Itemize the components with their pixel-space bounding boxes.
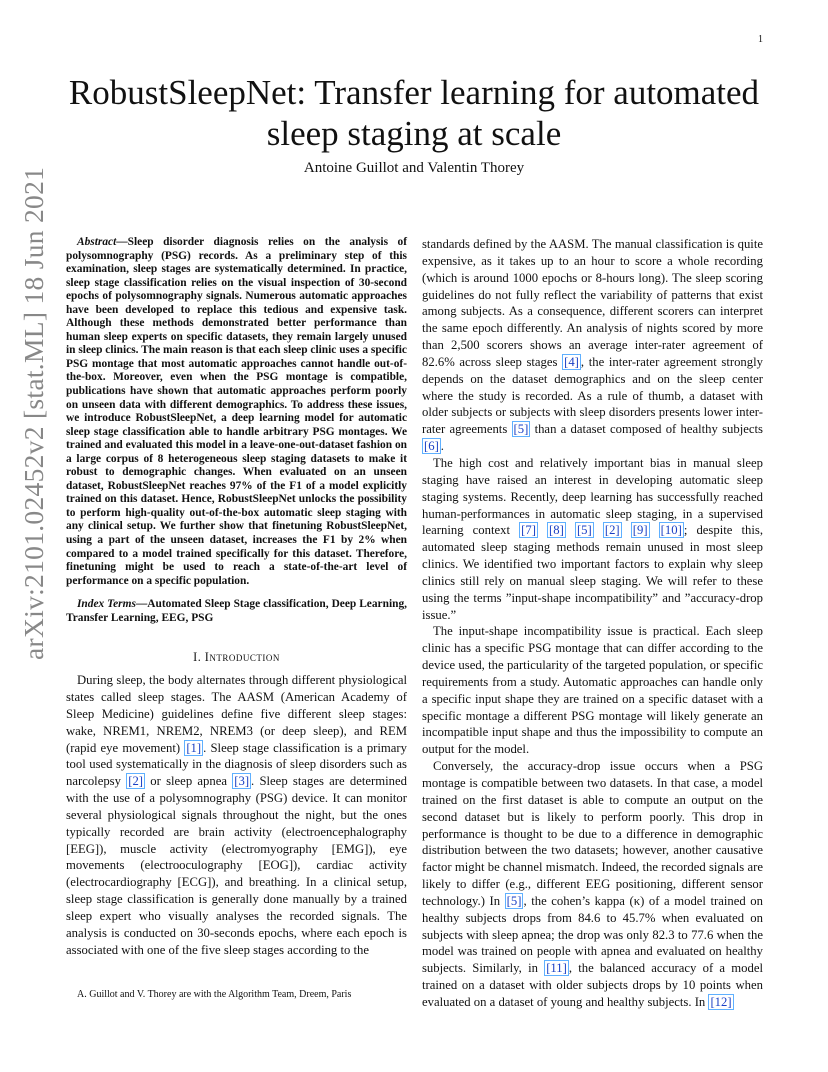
abstract xyxy=(66,236,407,588)
text-run xyxy=(650,523,659,537)
citation-link[interactable]: [12] xyxy=(710,994,732,1009)
abstract-text: —Sleep disorder diagnosis relies on the analysis of polysomnography (PSG) records. As a preliminary step of this examination, sleep stages are systematically determined. In practice, sleep stage classification relies on the visual inspection of 30-second epochs of polysomnography signals. Numerous automatic approaches have been developed to replace this tedious and expensive task. Although these methods demonstrated better performance than human sleep experts on specific datasets, they remain largely unused in sleep clinics. The main reason is that each sleep clinic uses a specific PSG montage that most automatic approaches cannot handle out-of-the-box. Moreover, even when the PSG montage is compatible, publications have shown that automatic approaches perform poorly on unseen data with different demographics. To address these issues, we introduce RobustSleepNet, a deep learning model for automatic sleep stage classification able to handle arbitrary PSG montages. We trained and evaluated this model in a leave-one-out-dataset fashion on a large corpus of 8 heterogeneous sleep staging datasets to make it robust to demographic changes. When evaluated on an unseen dataset, RobustSleepNet reaches 97% of the F1 of a model explicitly trained on this dataset. Hence, RobustSleepNet unlocks the possibility to perform high-quality out-of-the-box automatic sleep staging with any clinical setup. We further show that finetuning RobustSleepNet, using a part of the unseen dataset, increases the F1 by 2% when compared to a model trained specifically for this dataset. Therefore, finetuning might be used to reach a state-of-the-art level of performance on a specific population. xyxy=(66,236,407,587)
text-run: ; despite this, automated sleep staging methods remain unused in most sleep clinics. We identified two important factors to explain why sleep clinics still rely on manual sleep staging. We will refer to these using the terms ”input-shape incompatibility” and ”accuracy-drop issue.” xyxy=(422,523,763,622)
text-run: Conversely, the accuracy-drop issue occurs when a PSG montage is compatible between two datasets. In that case, a model trained on the first dataset is able to compute an output on the second dataset but is likely to perform poorly. This drop in performance is thought to be due to a difference in demographic distribution between the two datasets; however, another causative factor might be channel mismatch. Indeed, the recorded signals are likely to differ (e.g., different EEG positioning, different sensor technology.) In xyxy=(422,759,763,908)
citation-link[interactable]: [9] xyxy=(632,523,648,538)
text-run: , the inter-rater agreement strongly depends on the dataset demographics and on the sleep center where the study is recorded. As a rule of thumb, a dataset with older subjects or subjects with sleep disorders presents lower inter-rater agreements xyxy=(422,354,763,437)
section-heading xyxy=(66,649,407,666)
text-run: . Sleep stage classification is a primary tool used systematically in the diagnosis of sleep disorders such as narcolepsy xyxy=(66,740,407,789)
citation-link[interactable]: [2] xyxy=(604,523,620,538)
text-run xyxy=(594,523,603,537)
citation-link[interactable]: [1] xyxy=(186,740,202,755)
text-run: The input-shape incompatibility issue is practical. Each sleep clinic has a specific PSG montage that can differ according to the device used, the particularity of the targeted population, or specific requirements from a study. Automatic approaches can handle only a specific input shape they are trained on a specific dataset with a specific montage a different PSG montage will likely generate an incompatible input shape and thus the impossibility to compute an output for the model. xyxy=(422,624,763,757)
citation-link[interactable]: [5] xyxy=(576,523,592,538)
text-run: . Sleep stages are determined with the use of a polysomnography (PSG) device. It can monitor several physiological signals throughout the night, but the ones typically recorded are brain activity (electroencephalography [EEG]), muscle activity (electromyography [EMG]), eye movements (electrooculography [EOG]), cardiac activity (electrocardiography [ECG]), and breathing. In a clinical setup, sleep stage classification is generally done manually by a trained sleep expert who visually analyses the recorded signals. The analysis is conducted on 30-seconds epochs, where each epoch is associated with one of the five sleep stages according to the xyxy=(66,774,407,957)
text-run xyxy=(566,523,575,537)
page-number: 1 xyxy=(758,34,763,45)
index-terms-text: —Automated Sleep Stage classification, Deep Learning, Transfer Learning, EEG, PSG xyxy=(66,598,407,624)
section-numeral: I. xyxy=(193,650,205,665)
text-run xyxy=(538,523,547,537)
intro-paragraph-3 xyxy=(422,623,763,758)
right-column xyxy=(422,236,763,1011)
intro-paragraph-1-cont xyxy=(422,236,763,455)
citation-link[interactable]: [7] xyxy=(521,523,536,538)
left-column xyxy=(66,236,407,959)
citation-link[interactable]: [11] xyxy=(546,961,567,976)
abstract-label: Abstract xyxy=(77,236,117,248)
footnote: A. Guillot and V. Thorey are with the Algorithm Team, Dreem, Paris xyxy=(77,989,352,1000)
paper-title: RobustSleepNet: Transfer learning for automated sleep staging at scale xyxy=(68,73,760,153)
intro-paragraph-2 xyxy=(422,455,763,623)
citation-link[interactable]: [8] xyxy=(549,523,564,538)
arxiv-stamp: arXiv:2101.02452v2 [stat.ML] 18 Jun 2021 xyxy=(18,166,49,660)
citation-link[interactable]: [5] xyxy=(513,422,529,437)
text-run: . xyxy=(440,439,444,454)
section-title: Introduction xyxy=(204,650,280,665)
text-run: standards defined by the AASM. The manual classification is quite expensive, as it takes up to an hour to score a whole recording (which is around 1000 epochs or 8-hours long). The sleep scoring guidelines do not fully reflect the variability of patterns that exist among subjects. As a consequence, different scorers can interpret the same epoch differently. An analysis of nights scored by more than 2,500 scorers shows an average inter-rater agreement of 82.6% across sleep stages xyxy=(422,237,763,369)
citation-link[interactable]: [5] xyxy=(506,893,522,908)
citation-link[interactable]: [2] xyxy=(128,774,144,789)
index-terms-label: Index Terms xyxy=(77,598,136,611)
citation-link[interactable]: [10] xyxy=(660,523,682,538)
text-run: than a dataset composed of healthy subjects xyxy=(530,422,763,437)
text-run: , the cohen’s kappa (κ) of a model trained on healthy subjects drops from 84.6 to 45.7% when evaluated on subjects with sleep apnea; the drop was only 82.3 to 77.6 when the model was trained on people with apnea and evaluated on healthy subjects. Similarly, in xyxy=(422,893,763,976)
text-run: The high cost and relatively important bias in manual sleep staging have raised an interest in developing automatic sleep staging systems. Recently, deep learning has successfully reached human-performances in automatic sleep staging, in a supervised learning context xyxy=(422,455,763,538)
text-run: or sleep apnea xyxy=(145,774,233,789)
index-terms xyxy=(66,598,407,625)
text-run xyxy=(622,523,631,537)
paper-authors: Antoine Guillot and Valentin Thorey xyxy=(303,160,525,176)
intro-paragraph-1 xyxy=(66,672,407,958)
text-run: During sleep, the body alternates through different physiological states called sleep stages. The AASM (American Academy of Sleep Medicine) guidelines define five different sleep stages: wake, NREM1, NREM2, NREM3 (or deep sleep), and REM (rapid eye movement) xyxy=(66,673,407,755)
citation-link[interactable]: [6] xyxy=(424,439,439,454)
citation-link[interactable]: [3] xyxy=(234,774,250,789)
text-run: , the balanced accuracy of a model trained on a dataset with older subjects drops by 10 points when evaluated on a dataset of young and healthy subjects. In xyxy=(422,961,763,1009)
intro-paragraph-4 xyxy=(422,758,763,1011)
citation-link[interactable]: [4] xyxy=(564,354,579,369)
